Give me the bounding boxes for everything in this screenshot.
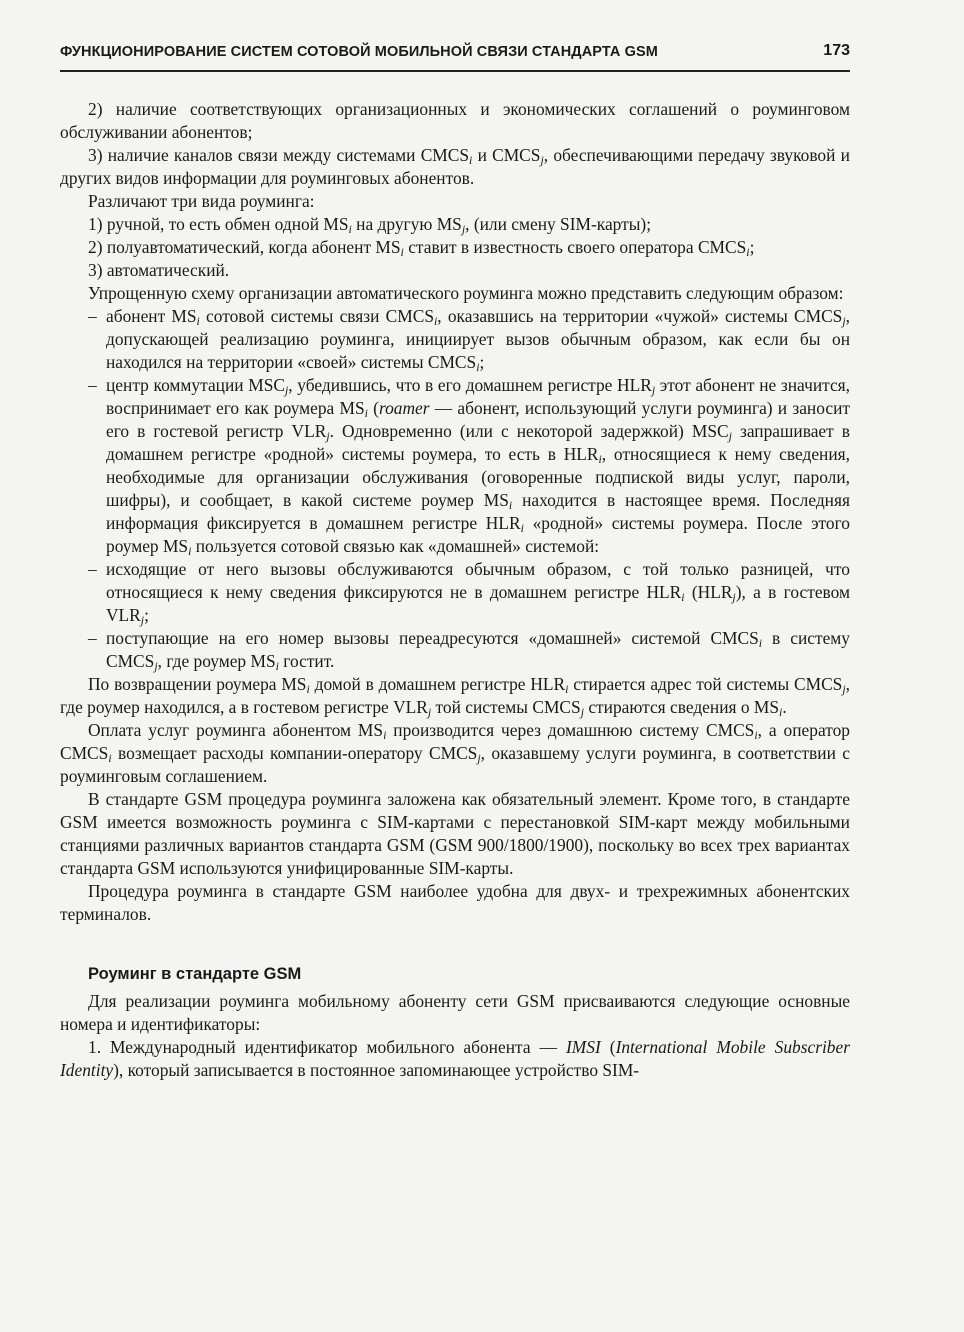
paragraph: Процедура роуминга в стандарте GSM наиболее удобна для двух- и трехрежимных абонентских терминалов.: [60, 881, 850, 924]
paragraph: 2) наличие соответствующих организационных и экономических соглашений о роуминговом обслуживании абонентов;: [60, 99, 850, 142]
paragraph: Различают три вида роуминга:: [88, 191, 315, 211]
list-item: 3) автоматический.: [88, 260, 230, 280]
body-text: [60, 98, 850, 1082]
paragraph: Упрощенную схему организации автоматического роуминга можно представить следующим образом:: [88, 283, 844, 303]
bullet-item: – центр коммутации $MSC_j$, убедившись, что в его домашнем регистре $HLR_j$ этот абонент не значится, воспринимает его как роумера $MS_i$ (roamer — абонент, использующий услуги роуминга) и заносит его в гостевой регистр $VLR_j$. Одновременно (или с некоторой задержкой) $MSC_j$ запрашивает в домашнем регистре «родной» системы роумера, то есть в $HLR_i$, относящиеся к нему сведения, необходимые для организации обслуживания (оговоренные подпиской виды услуг, пароли, шифры), и сообщает, в какой системе роумер $MS_i$ находится в настоящее время. Последняя информация фиксируется в домашнем регистре $HLR_i$ «родной» системы роумера. После этого роумер $MS_i$ пользуется сотовой связью как «домашней» системой:: [88, 375, 851, 558]
running-header: [60, 40, 850, 72]
list-item: 1) ручной, то есть обмен одной $MS_i$ на другую $MS_j$, (или смену SIM-карты);: [88, 214, 652, 236]
dash-marker: –: [88, 375, 97, 395]
bullet-item: – абонент $MS_i$ сотовой системы связи $CMCS_i$, оказавшись на территории «чужой» системы $CMCS_j$, допускающей реализацию роуминга, инициирует вызов обычным образом, как если бы он находился на территории «своей» системы $CMCS_i$;: [88, 306, 850, 374]
bullet-item: – поступающие на его номер вызовы переадресуются «домашней» системой $CMCS_i$ в систему $CMCS_j$, где роумер $MS_i$ гостит.: [88, 628, 850, 673]
paragraph: 3) наличие каналов связи между системами $CMCS_i$ и $CMCS_j$, обеспечивающими передачу звуковой и других видов информации для роуминговых абонентов.: [60, 145, 850, 188]
section-heading: Роуминг в стандарте GSM: [88, 965, 302, 983]
dash-marker: –: [88, 628, 97, 648]
paragraph: В стандарте GSM процедура роуминга заложена как обязательный элемент. Кроме того, в стандарте GSM имеется возможность роуминга с SIM-картами с перестановкой SIM-карт между мобильными станциями различных вариантов стандарта GSM (GSM 900/1800/1900), поскольку во всех трех вариантах стандарта GSM используются унифицированные SIM-карты.: [60, 789, 850, 878]
dash-marker: –: [88, 306, 97, 326]
list-item: 2) полуавтоматический, когда абонент $MS_i$ ставит в известность своего оператора $CMCS_i$;: [88, 237, 755, 259]
paragraph: 1. Международный идентификатор мобильного абонента — IMSI (International Mobile Subscriber Identity), который записывается в постоянное запоминающее устройство SIM-: [60, 1037, 850, 1080]
paragraph: Оплата услуг роуминга абонентом $MS_i$ производится через домашнюю систему $CMCS_i$, а оператор $CMCS_i$ возмещает расходы компании-оператору $CMCS_j$, оказавшему услуги роуминга, в соответствии с роуминговым соглашением.: [60, 720, 850, 786]
chapter-title: ФУНКЦИОНИРОВАНИЕ СИСТЕМ СОТОВОЙ МОБИЛЬНОЙ СВЯЗИ СТАНДАРТА GSM: [60, 44, 658, 60]
bullet-item: – исходящие от него вызовы обслуживаются обычным образом, с той только разницей, что относящиеся к нему сведения фиксируются не в домашнем регистре $HLR_i$ $(HLR_j)$, а в гостевом $VLR_j$;: [88, 559, 850, 627]
paragraph: По возвращении роумера $MS_i$ домой в домашнем регистре $HLR_i$ стирается адрес той системы $CMCS_j$, где роумер находился, а в гостевом регистре $VLR_j$ той системы $CMCS_j$ стираются сведения о $MS_i$.: [60, 674, 851, 719]
page-number: 173: [823, 42, 850, 59]
dash-marker: –: [88, 559, 97, 579]
paragraph: Для реализации роуминга мобильному абоненту сети GSM присваиваются следующие основные номера и идентификаторы:: [60, 991, 850, 1034]
